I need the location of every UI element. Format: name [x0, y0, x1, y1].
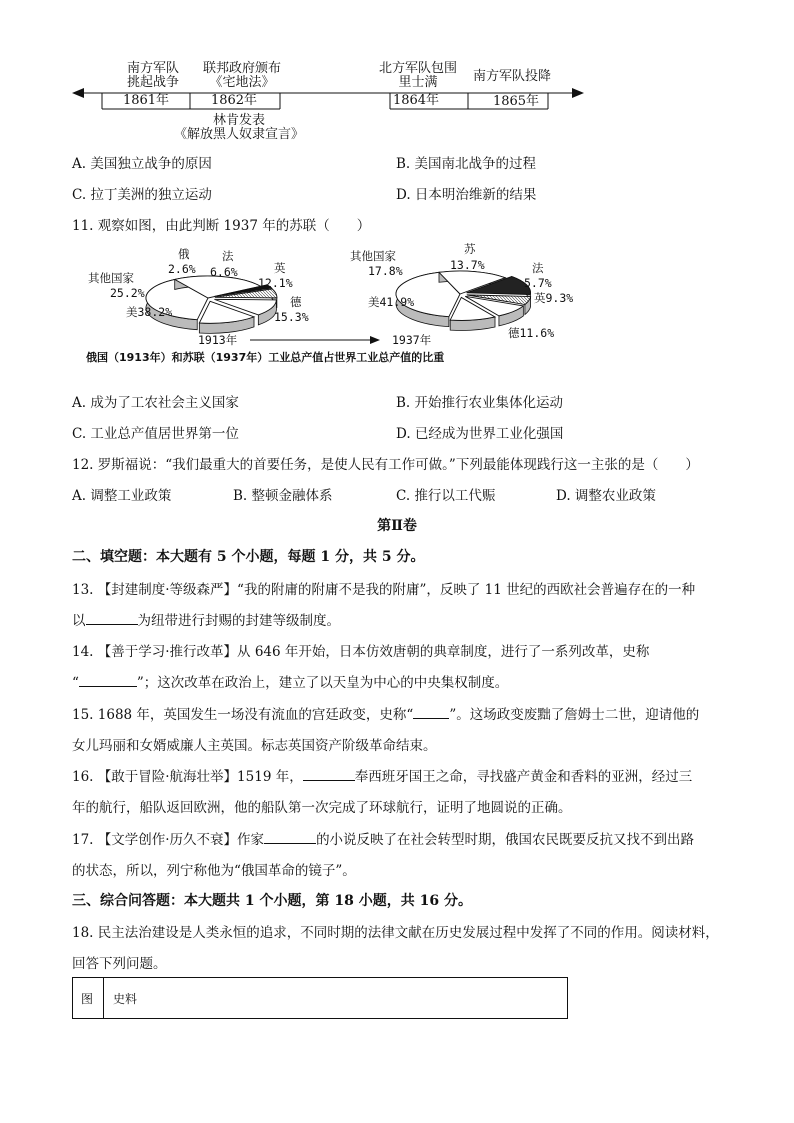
q16-line-2: 年的航行，船队返回欧洲，他的船队第一次完成了环球航行，证明了地圆说的正确。 [72, 800, 572, 816]
q14-line-2: “ ”；这次改革在政治上，建立了以天皇为中心的中央集权制度。 [72, 675, 509, 691]
q18-line-2: 回答下列问题。 [72, 956, 167, 972]
label-1913-germany-name: 德 [290, 295, 302, 309]
timeline-event-1862: 联邦政府颁布 《宅地法》 [202, 61, 281, 90]
year-1913: 1913年 [198, 333, 238, 347]
q16-blank[interactable] [303, 768, 355, 781]
label-1937-ussr-name: 苏 [464, 242, 476, 256]
label-1913-usa: 美38.2% [126, 305, 173, 319]
q13-blank[interactable] [86, 612, 138, 625]
q12-option-c[interactable]: C. 推行以工代赈 [396, 488, 496, 504]
q18-line-1: 18. 民主法治建设是人类永恒的追求，不同时期的法律文献在历史发展过程中发挥了不同的作用。阅读材料， [72, 925, 719, 941]
timeline-event-1865: 南方军队投降 [472, 69, 551, 84]
label-1913-uk: 12.1% [258, 276, 293, 290]
q13-line-2: 以 为纽带进行封赐的封建等级制度。 [72, 613, 340, 629]
label-1913-uk-name: 英 [274, 261, 286, 275]
q12-stem: 12. 罗斯福说：“我们最重大的首要任务，是使人民有工作可做。”下列最能体现践行这一主张的是（ ） [72, 457, 699, 473]
table-col-material: 史料 [113, 992, 138, 1006]
q14-blank[interactable] [79, 674, 137, 687]
label-1937-france-name: 法 [532, 261, 544, 275]
label-1937-other-name: 其他国家 [350, 249, 396, 263]
pie-chart-figure [80, 240, 590, 370]
timeline-event-1864: 北方军队包围 里士满 [378, 61, 457, 90]
timeline-year-1865: 1865年 [492, 94, 540, 109]
q16-line-1: 16. 【敢于冒险·航海壮举】1519 年， 奉西班牙国王之命，寻找盛产黄金和香料的亚洲，经过三 [72, 769, 693, 785]
pie-1937 [396, 271, 531, 330]
table-col-figure: 图 [81, 992, 94, 1006]
q10-option-d[interactable]: D. 日本明治维新的结果 [396, 187, 537, 203]
q12-option-b[interactable]: B. 整顿金融体系 [233, 488, 333, 504]
q13-line-1: 13. 【封建制度·等级森严】“我的附庸的附庸不是我的附庸”，反映了 11 世纪的西欧社会普遍存在的一种 [72, 582, 696, 598]
label-1913-france-name: 法 [222, 249, 234, 263]
chart-caption: 俄国（1913年）和苏联（1937年）工业总产值占世界工业总产值的比重 [86, 351, 445, 364]
q11-option-c[interactable]: C. 工业总产值居世界第一位 [72, 426, 239, 442]
label-1937-other: 17.8% [368, 264, 403, 278]
label-1913-germany: 15.3% [274, 310, 309, 324]
label-1937-usa: 美41.9% [368, 295, 415, 309]
label-1937-ussr: 13.7% [450, 258, 485, 272]
q15-blank[interactable] [413, 706, 449, 719]
timeline-year-1864: 1864年 [392, 93, 440, 108]
q15-line-2: 女儿玛丽和女婿威廉人主英国。标志英国资产阶级革命结束。 [72, 738, 437, 754]
timeline-event-1861: 南方军队 挑起战争 [126, 61, 179, 90]
label-1913-russia: 2.6% [168, 262, 196, 276]
q17-blank[interactable] [264, 831, 316, 844]
q14-line-1: 14. 【善于学习·推行改革】从 646 年开始，日本仿效唐朝的典章制度，进行了一系列改革，史称 [72, 644, 650, 660]
section-3-title: 三、综合问答题：本大题共 1 个小题，第 18 小题，共 16 分。 [72, 893, 472, 909]
arrow-head [370, 336, 380, 344]
label-1937-france: 5.7% [524, 276, 552, 290]
q11-option-b[interactable]: B. 开始推行农业集体化运动 [396, 395, 564, 411]
label-1937-germany: 德11.6% [508, 326, 555, 340]
label-1913-russia-name: 俄 [178, 247, 190, 261]
timeline-year-1862: 1862年 [210, 93, 258, 108]
q12-option-d[interactable]: D. 调整农业政策 [556, 488, 656, 504]
q10-option-c[interactable]: C. 拉丁美洲的独立运动 [72, 187, 212, 203]
part-2-title: 第Ⅱ卷 [377, 518, 417, 534]
timeline-event-bottom: 林肯发表 《解放黑人奴隶宣言》 [173, 113, 304, 142]
q15-line-1: 15. 1688 年，英国发生一场没有流血的宫廷政变，史称“ ”。这场政变废黜了詹姆士二世，迎请他的 [72, 707, 700, 723]
material-table [72, 977, 568, 1019]
q10-option-a[interactable]: A. 美国独立战争的原因 [72, 156, 212, 172]
year-1937: 1937年 [392, 333, 432, 347]
q11-option-d[interactable]: D. 已经成为世界工业化强国 [396, 426, 564, 442]
q11-option-a[interactable]: A. 成为了工农社会主义国家 [72, 395, 239, 411]
q11-stem: 11. 观察如图，由此判断 1937 年的苏联（ ） [72, 218, 371, 234]
q17-line-1: 17. 【文学创作·历久不衰】作家 的小说反映了在社会转型时期，俄国农民既要反抗又找不到出路 [72, 832, 695, 848]
label-1937-uk: 英9.3% [534, 291, 574, 305]
q10-option-b[interactable]: B. 美国南北战争的过程 [396, 156, 537, 172]
timeline-year-1861: 1861年 [122, 93, 170, 108]
table-divider [103, 978, 104, 1018]
q17-line-2: 的状态，所以，列宁称他为“俄国革命的镜子”。 [72, 863, 356, 879]
q12-option-a[interactable]: A. 调整工业政策 [72, 488, 172, 504]
label-1913-other: 25.2% [110, 286, 145, 300]
label-1913-other-name: 其他国家 [88, 271, 134, 285]
section-2-title: 二、填空题：本大题有 5 个小题，每题 1 分，共 5 分。 [72, 549, 425, 565]
label-1913-france: 6.6% [210, 265, 238, 279]
